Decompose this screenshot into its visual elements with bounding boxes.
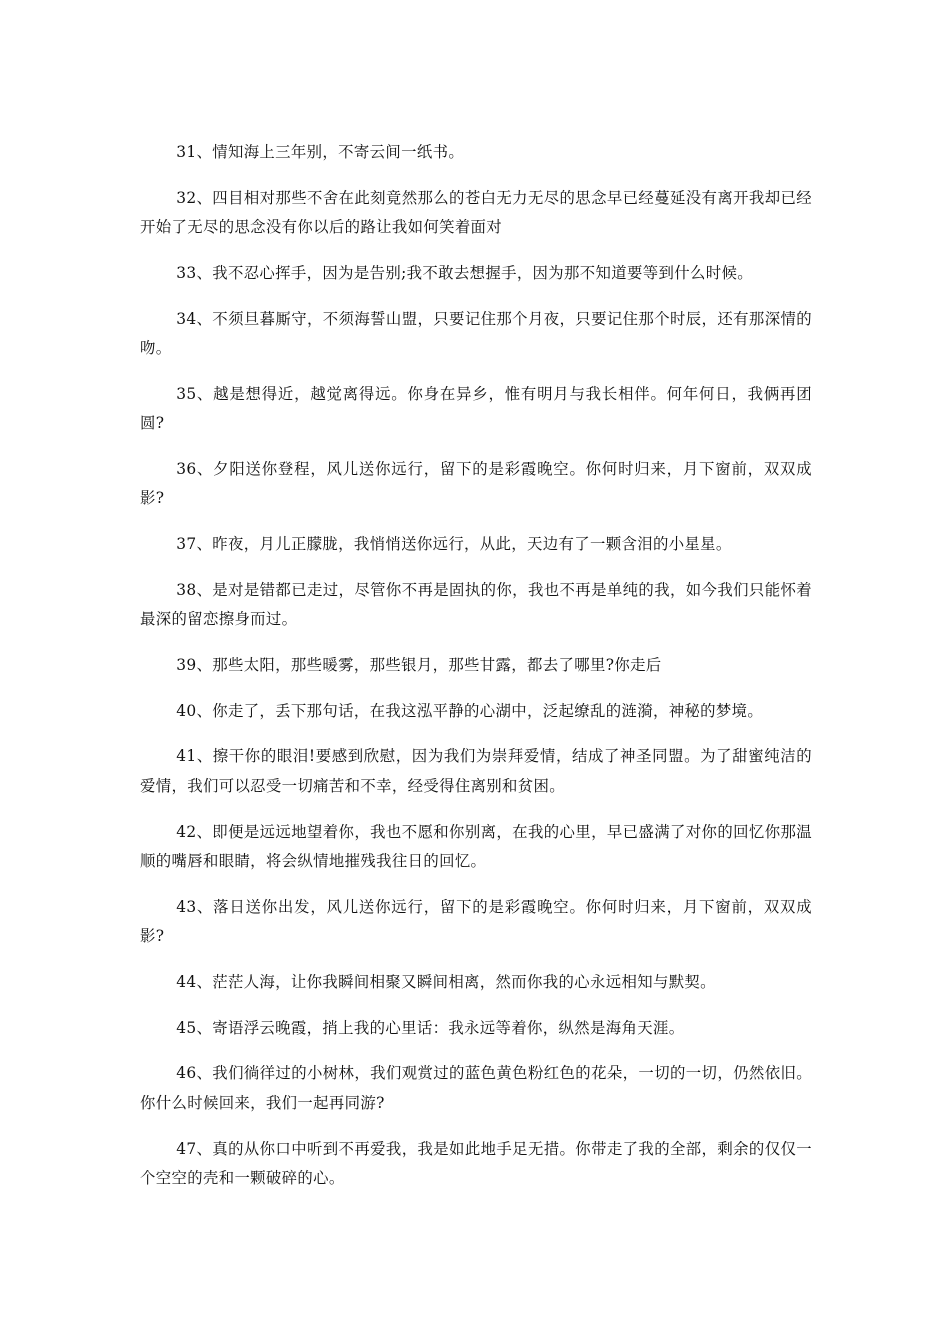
paragraph-43: 43、落日送你出发，风儿送你远行，留下的是彩霞晚空。你何时归来，月下窗前，双双成影?: [140, 897, 812, 946]
paragraph-32: 32、四目相对那些不舍在此刻竟然那么的苍白无力无尽的思念早已经蔓延没有离开我却已经开始了无尽的思念没有你以后的路让我如何笑着面对: [140, 188, 812, 237]
paragraph-34: 34、不须旦暮厮守，不须海誓山盟，只要记住那个月夜，只要记住那个时辰，还有那深情的吻。: [140, 309, 812, 358]
document-body: [140, 138, 812, 1210]
paragraph-35: 35、越是想得近，越觉离得远。你身在异乡，惟有明月与我长相伴。何年何日，我俩再团圆?: [140, 384, 812, 433]
paragraph-42: 42、即便是远远地望着你，我也不愿和你别离，在我的心里，早已盛满了对你的回忆你那温顺的嘴唇和眼睛，将会纵情地摧残我往日的回忆。: [140, 822, 812, 871]
paragraph-37: 37、昨夜，月儿正朦胧，我悄悄送你远行，从此，天边有了一颗含泪的小星星。: [176, 535, 732, 554]
paragraph-41: 41、擦干你的眼泪!要感到欣慰，因为我们为崇拜爱情，结成了神圣同盟。为了甜蜜纯洁的爱情，我们可以忍受一切痛苦和不幸，经受得住离别和贫困。: [140, 747, 812, 795]
paragraph-36: 36、夕阳送你登程，风儿送你远行，留下的是彩霞晚空。你何时归来，月下窗前，双双成影?: [140, 459, 812, 508]
paragraph-31: 31、情知海上三年别，不寄云间一纸书。: [176, 143, 465, 161]
paragraph-46: 46、我们徜徉过的小树林，我们观赏过的蓝色黄色粉红色的花朵，一切的一切，仍然依旧。你什么时候回来，我们一起再同游?: [140, 1064, 812, 1112]
paragraph-40: 40、你走了，丢下那句话，在我这泓平静的心湖中，泛起缭乱的涟漪，神秘的梦境。: [176, 701, 764, 720]
paragraph-44: 44、茫茫人海，让你我瞬间相聚又瞬间相离，然而你我的心永远相知与默契。: [176, 972, 716, 991]
paragraph-39: 39、那些太阳，那些暖雾，那些银月，那些甘露，都去了哪里?你走后: [176, 656, 662, 674]
paragraph-47: 47、真的从你口中听到不再爱我，我是如此地手足无措。你带走了我的全部，剩余的仅仅一个空空的壳和一颗破碎的心。: [140, 1139, 812, 1187]
paragraph-38: 38、是对是错都已走过，尽管你不再是固执的你，我也不再是单纯的我，如今我们只能怀着最深的留恋擦身而过。: [140, 580, 812, 629]
paragraph-33: 33、我不忍心挥手，因为是告别;我不敢去想握手，因为那不知道要等到什么时候。: [176, 263, 753, 282]
paragraph-45: 45、寄语浮云晚霞，捎上我的心里话：我永远等着你，纵然是海角天涯。: [176, 1018, 685, 1037]
